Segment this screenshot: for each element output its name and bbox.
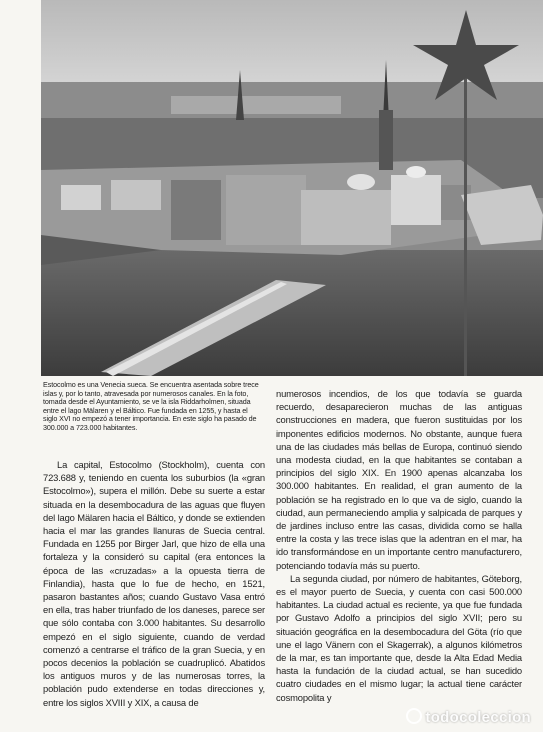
paragraph: La capital, Estocolmo (Stockholm), cuenta con 723.688 y, teniendo en cuenta los suburbios (la «gran Estocolmo»), supera el millón. Debe su suerte a estar situada en la desembocadura de las aguas que fluyen del lago Mälaren hacia el Báltico, y donde se extienden hacia el mar las grandes llanuras de Suecia central. Fundada en 1255 por Birger Jarl, que hizo de ella una fortaleza y la consideró su capital (era entonces la época de las «cruzadas» a la opuesta tierra de Finlandia), hasta que lo fue de hecho, en 1521, pasaron bastantes años; cuando Gustavo Vasa entró en ella, tras haber triunfado de los daneses, parece ser que sólo contaba con 3.000 habitantes. Su desarrollo empezó en el siglo siguiente, cuando de verdad comenzó a centrarse el tráfico de la gran Suecia, y en pocos decenios la población se cuadruplicó. Abatidos los antiguos muros y de las numerosas torres, la población pudo extenderse en todas direcciones y, entre los siglos XVIII y XIX, a causa de	[43, 459, 265, 708]
watermark	[406, 708, 531, 726]
article-left-column	[43, 458, 265, 709]
paragraph: numerosos incendios, de los que todavía se guarda recuerdo, desaparecieron muchas de las antiguas construcciones en madera, que fueron sustituidas por los imponentes edificios modernos. No obstante, aunque fuera una de las ciudades más bellas de Europa, continuó siendo una modesta ciudad, en la que habitantes se contaban a principios del siglo XIX. En 1900 apenas alcanzaba los 300.000 habitantes. En realidad, el gran aumento de la población se ha registrado en lo que va de siglo, cuando la ciudad, aun permaneciendo amplia y salpicada de parques y de jardines incluso entre las casas, dividida como se halla entre la costa y las trece islas que la adentran en el mar, ha ido transformándose en un importante centro manufacturero, potenciando todavía más su puerto.	[276, 388, 522, 571]
paragraph: La segunda ciudad, por número de habitantes, Göteborg, es el mayor puerto de Suecia, y cuenta con casi 500.000 habitantes. La ciudad actual es reciente, ya que fue fundada por Gustavo Adolfo a principios del siglo XVII; pero su situación geográfica en la desembocadura del Göta (río que une el lago Vänern con el Skagerrak), a algunos kilómetros de la mar, es tan importante que, desde la Alta Edad Media hasta la fundación de la ciudad actual, se han sucedido cuatro ciudades en el mismo lugar; la actual tiene carácter cosmopolita y	[276, 572, 522, 703]
watermark-logo-icon	[406, 708, 422, 724]
article-right-column	[276, 387, 522, 704]
watermark-text: todocoleccion	[425, 709, 531, 726]
stockholm-aerial-photo	[41, 0, 543, 376]
photo-caption: Estocolmo es una Venecia sueca. Se encuentra asentada sobre trece islas y, por lo tanto, atravesada por numerosos canales. En la foto, tomada desde el Ayuntamiento, se ve la isla Riddarholmen, situada entre el lago Mälaren y el Báltico. Fue fundada en 1255, y hasta el siglo XVI no empezó a tener importancia. En este siglo ha pasado de 300.000 a 723.000 habitantes.	[43, 380, 259, 432]
